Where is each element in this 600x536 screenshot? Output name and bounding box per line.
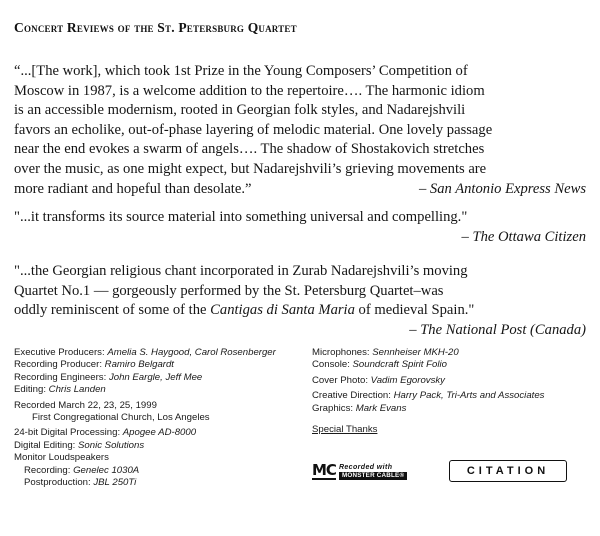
review-line: near the end evokes a swarm of angels…. The shadow of Shostakovich stretches — [14, 141, 485, 158]
credit-value: John Eargle, Jeff Mee — [108, 371, 203, 383]
special-thanks: Special Thanks — [312, 424, 378, 436]
review-text: oddly reminiscent of some of the — [14, 302, 211, 319]
monster-cable-bottom-text: MONSTER CABLE® — [339, 472, 407, 480]
credit-recording-producer — [14, 359, 276, 371]
credit-microphones — [312, 347, 544, 359]
review-source: – The National Post (Canada) — [409, 321, 586, 338]
credit-label: Console: — [312, 359, 353, 371]
credit-label: Recording Producer: — [14, 359, 105, 371]
credit-digital-editing — [14, 440, 276, 452]
credit-value: Mark Evans — [355, 402, 407, 414]
credit-value: Vadim Egorovsky — [370, 374, 445, 386]
work-title: Cantigas di Santa Maria — [210, 302, 355, 319]
review-national-post — [14, 262, 588, 340]
monster-cable-mark-icon: MC — [312, 461, 336, 479]
review-line: favors an echolike, out-of-phase layering of melodic material. One lovely passage — [14, 121, 493, 138]
credit-label: Graphics: — [312, 402, 356, 414]
review-source: – The Ottawa Citizen — [461, 228, 586, 245]
review-san-antonio — [14, 62, 588, 199]
credit-venue: First Congregational Church, Los Angeles — [32, 412, 210, 424]
credits-left — [14, 347, 276, 489]
credit-label: 24-bit Digital Processing: — [14, 427, 123, 439]
credit-value: JBL 250Ti — [93, 477, 137, 489]
review-line: over the music, as one might expect, but Nadarejshvili’s grieving movements are — [14, 160, 487, 177]
credit-label: Cover Photo: — [312, 374, 371, 386]
monster-cable-logo — [312, 459, 440, 483]
credit-console — [312, 359, 544, 371]
review-text: of medieval Spain." — [354, 302, 475, 319]
review-line: is an accessible modernism, rooted in Georgian folk styles, and Nadarejshvili — [14, 102, 466, 119]
review-line: "...it transforms its source material into something universal and compelling." — [14, 209, 468, 225]
credit-value: Amelia S. Haygood, Carol Rosenberger — [107, 347, 276, 358]
credit-value: Ramiro Belgardt — [104, 359, 174, 371]
review-source: – San Antonio Express News — [418, 180, 586, 197]
review-line: Quartet No.1 — gorgeously performed by the St. Petersburg Quartet–was — [14, 282, 444, 299]
credit-creative-direction — [312, 390, 544, 402]
review-ottawa — [14, 208, 588, 247]
credit-recording-engineers — [14, 372, 276, 384]
credit-label: Creative Direction: — [312, 390, 394, 402]
credit-value: Sennheiser MKH-20 — [372, 347, 459, 358]
credit-label: Editing: — [14, 384, 49, 396]
citation-logo-text: CITATION — [466, 465, 550, 477]
monster-cable-top-text: Recorded with — [338, 463, 393, 471]
credit-value: Sonic Solutions — [78, 439, 145, 451]
credit-exec-producers — [14, 347, 276, 359]
credit-label: Recording: — [24, 464, 74, 476]
credit-value: Apogee AD-8000 — [122, 427, 197, 439]
citation-logo — [449, 460, 567, 482]
review-line: "...the Georgian religious chant incorporated in Zurab Nadarejshvili’s moving — [14, 263, 468, 279]
credit-value: Soundcraft Spirit Folio — [352, 359, 447, 371]
credit-value: Harry Pack, Tri-Arts and Associates — [393, 390, 545, 402]
credit-label: Executive Producers: — [14, 347, 108, 358]
review-line: “...[The work], which took 1st Prize in the Young Composers’ Competition of — [14, 63, 468, 79]
credit-value: Genelec 1030A — [73, 464, 140, 476]
review-line: Moscow in 1987, is a welcome addition to the repertoire…. The harmonic idiom — [14, 82, 485, 99]
review-line-last — [14, 180, 588, 200]
credit-monitor-post — [14, 477, 276, 489]
review-text: more radiant and hopeful than desolate.” — [14, 180, 252, 197]
credit-graphics — [312, 403, 544, 415]
credit-label: Postproduction: — [24, 477, 94, 489]
credit-label: Microphones: — [312, 347, 373, 358]
credit-cover-photo — [312, 375, 544, 387]
credit-monitor: Monitor Loudspeakers — [14, 452, 109, 464]
credits-right — [312, 347, 544, 436]
credit-recorded-date: Recorded March 22, 23, 25, 1999 — [14, 399, 157, 411]
credit-value: Chris Landen — [48, 384, 106, 396]
credit-editing — [14, 384, 276, 396]
credit-monitor-recording — [14, 465, 276, 477]
credit-digital-processing — [14, 427, 276, 439]
page-title: Concert Reviews of the St. Petersburg Quartet — [14, 20, 297, 35]
monster-cable-text — [339, 463, 407, 480]
review-line — [14, 301, 588, 321]
credit-label: Digital Editing: — [14, 439, 78, 451]
credit-label: Recording Engineers: — [14, 371, 109, 383]
